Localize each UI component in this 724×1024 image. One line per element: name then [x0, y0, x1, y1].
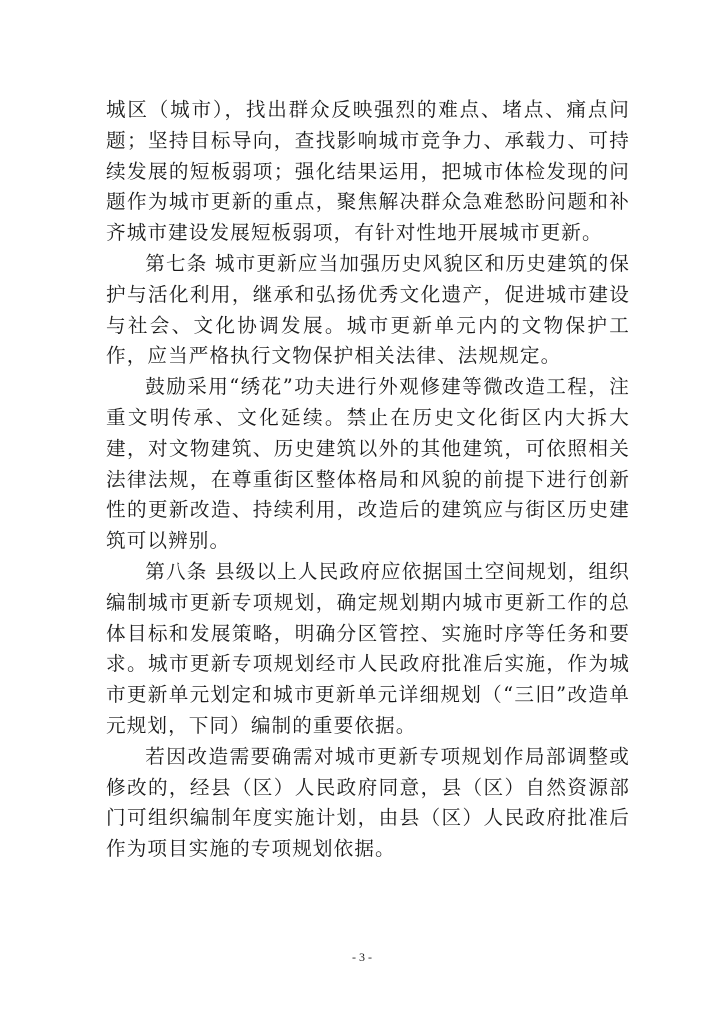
paragraph-article-8: 第八条 县级以上人民政府应依据国土空间规划，组织编制城市更新专项规划，确定规划期内城市更新工作的总体目标和发展策略，明确分区管控、实施时序等任务和要求。城市更新专项规划经市人民政府批准后实施，作为城市更新单元划定和城市更新单元详细规划（“三旧”改造单元规划，下同）编制的重要依据。	[106, 559, 630, 737]
paragraph-article-7: 第七条 城市更新应当加强历史风貌区和历史建筑的保护与活化利用，继承和弘扬优秀文化遗产，促进城市建设与社会、文化协调发展。城市更新单元内的文物保护工作，应当严格执行文物保护相关法律、法规规定。	[106, 251, 630, 368]
document-body	[106, 95, 630, 865]
paragraph-plan-adjustment: 若因改造需要确需对城市更新专项规划作局部调整或修改的，经县（区）人民政府同意，县（区）自然资源部门可组织编制年度实施计划，由县（区）人民政府批准后作为项目实施的专项规划依据。	[106, 744, 630, 861]
paragraph-encourage-micro-renovation: 鼓励采用“绣花”功夫进行外观修建等微改造工程，注重文明传承、文化延续。禁止在历史文化街区内大拆大建，对文物建筑、历史建筑以外的其他建筑，可依照相关法律法规，在尊重街区整体格局和风貌的前提下进行创新性的更新改造、持续利用，改造后的建筑应与街区历史建筑可以辨别。	[106, 375, 630, 553]
paragraph-continuation: 城区（城市），找出群众反映强烈的难点、堵点、痛点问题；坚持目标导向，查找影响城市竞争力、承载力、可持续发展的短板弱项；强化结果运用，把城市体检发现的问题作为城市更新的重点，聚焦解决群众急难愁盼问题和补齐城市建设发展短板弱项，有针对性地开展城市更新。	[106, 98, 630, 245]
page-number: - 3 -	[352, 950, 372, 964]
